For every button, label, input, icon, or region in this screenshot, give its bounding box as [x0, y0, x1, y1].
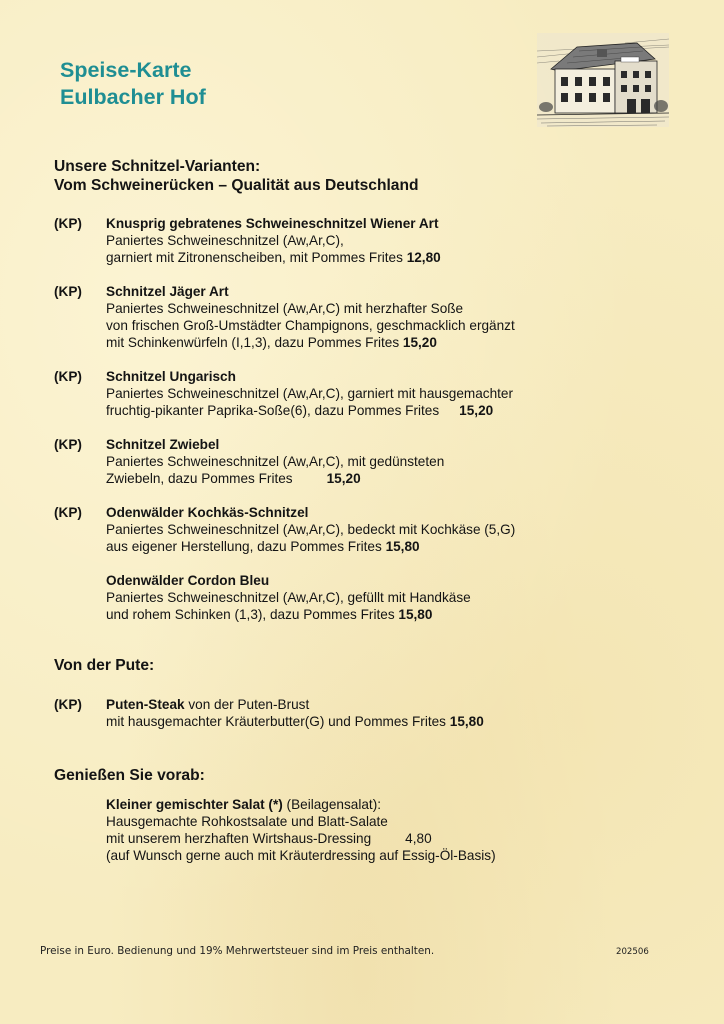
allergen-tag: (KP) [54, 284, 82, 299]
dish-name: Schnitzel Jäger Art [106, 284, 229, 299]
dish-price: 12,80 [406, 249, 441, 265]
dish-description: Paniertes Schweineschnitzel (Aw,Ar,C), mit gedünsteten [106, 453, 445, 469]
dish-description: aus eigener Herstellung, dazu Pommes Frites [106, 538, 382, 554]
dish-description: und rohem Schinken (1,3), dazu Pommes Frites [106, 606, 395, 622]
dish-description: Hausgemachte Rohkostsalate und Blatt-Salate [106, 813, 388, 829]
dish-name: Schnitzel Ungarisch [106, 369, 236, 384]
dish-description: mit Schinkenwürfeln (I,1,3), dazu Pommes Frites [106, 334, 400, 350]
dish-price: 15,80 [449, 713, 484, 729]
dish-description: Paniertes Schweineschnitzel (Aw,Ar,C), [106, 232, 344, 248]
dish-name-suffix: (Beilagensalat): [282, 797, 382, 812]
dish-price: 4,80 [405, 830, 432, 846]
dish-name: Odenwälder Kochkäs-Schnitzel [106, 505, 309, 520]
pute-heading: Von der Pute: [54, 657, 155, 674]
dish-price: 15,80 [398, 606, 433, 622]
allergen-tag: (KP) [54, 437, 82, 452]
dish-name: Odenwälder Cordon Bleu [106, 573, 270, 588]
allergen-tag: (KP) [54, 505, 82, 520]
schnitzel-heading [54, 157, 419, 195]
dish-description: (auf Wunsch gerne auch mit Kräuterdressing auf Essig-Öl-Basis) [106, 847, 496, 863]
allergen-tag: (KP) [54, 369, 82, 384]
dish-price: 15,80 [385, 538, 420, 554]
dish-price: 15,20 [459, 402, 494, 418]
dish-description: Paniertes Schweineschnitzel (Aw,Ar,C), garniert mit hausgemachter [106, 385, 513, 401]
dish-price: 15,20 [326, 470, 361, 486]
schnitzel-heading-line2: Vom Schweinerücken – Qualität aus Deutschland [54, 177, 419, 194]
edition-code: 202506 [616, 947, 649, 957]
menu-title-line1: Speise-Karte [60, 58, 192, 82]
dish-name: Kleiner gemischter Salat (*) [106, 797, 283, 812]
dish-description: Paniertes Schweineschnitzel (Aw,Ar,C), bedeckt mit Kochkäse (5,G) [106, 521, 516, 537]
dish-description: mit unserem herzhaften Wirtshaus-Dressing [106, 830, 372, 846]
dish-description: Paniertes Schweineschnitzel (Aw,Ar,C) mit herzhafter Soße [106, 300, 464, 316]
dish-description: Paniertes Schweineschnitzel (Aw,Ar,C), gefüllt mit Handkäse [106, 589, 471, 605]
allergen-tag: (KP) [54, 216, 82, 231]
allergen-tag: (KP) [54, 697, 82, 712]
dish-name: Knusprig gebratenes Schweineschnitzel Wiener Art [106, 216, 439, 231]
price-note: Preise in Euro. Bedienung und 19% Mehrwertsteuer sind im Preis enthalten. [40, 945, 435, 957]
dish-description: von frischen Groß-Umstädter Champignons, geschmacklich ergänzt [106, 317, 515, 333]
dish-name-suffix: von der Puten-Brust [184, 697, 310, 712]
dish-name: Schnitzel Zwiebel [106, 437, 220, 452]
dish-price: 15,20 [402, 334, 437, 350]
vorab-heading: Genießen Sie vorab: [54, 767, 205, 784]
schnitzel-heading-line1: Unsere Schnitzel-Varianten: [54, 158, 261, 175]
dish-name: Puten-Steak [106, 697, 185, 712]
menu-title-line2: Eulbacher Hof [60, 85, 206, 109]
dish-description: Zwiebeln, dazu Pommes Frites [106, 470, 293, 486]
dish-description: fruchtig-pikanter Paprika-Soße(6), dazu Pommes Frites [106, 402, 440, 418]
menu-title [60, 57, 206, 111]
inn-building-sketch [537, 33, 669, 127]
dish-description: garniert mit Zitronenscheiben, mit Pommes Frites [106, 249, 403, 265]
dish-description: mit hausgemachter Kräuterbutter(G) und Pommes Frites [106, 713, 446, 729]
